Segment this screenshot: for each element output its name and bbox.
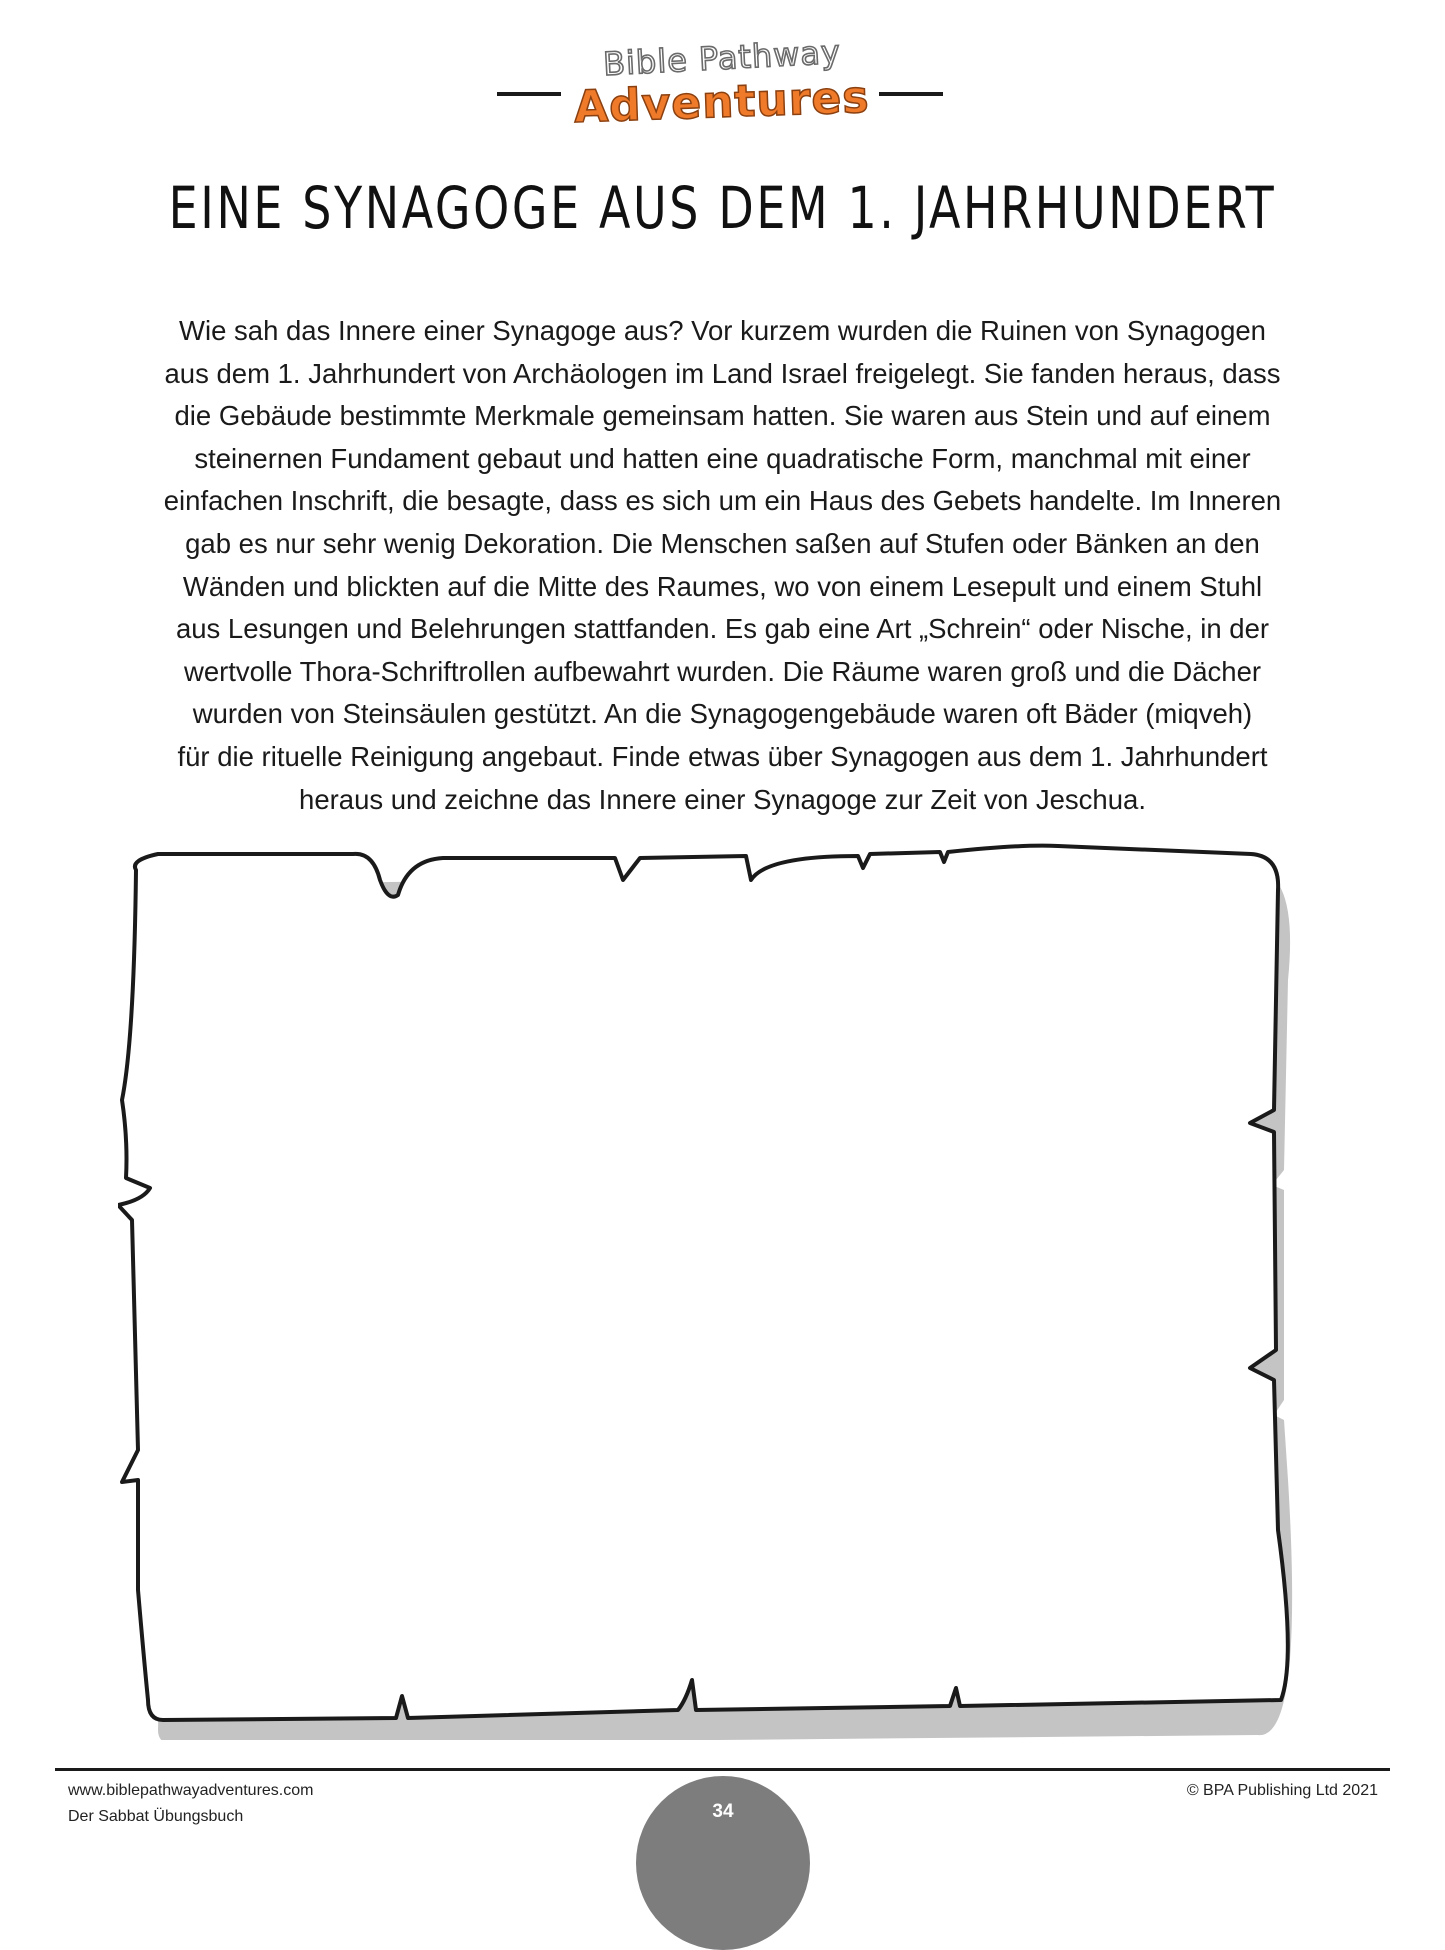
paragraph-line: steinernen Fundament gebaut und hatten eine quadratische Form, manchmal mit einer — [194, 442, 1251, 474]
paragraph-line: Wänden und blickten auf die Mitte des Raumes, wo von einem Lesepult und einem Stuhl — [182, 570, 1263, 602]
bible-pathway-adventures-logo — [572, 32, 872, 136]
instructions-paragraph — [100, 310, 1345, 821]
page-title: EINE SYNAGOGE AUS DEM 1. JAHRHUNDERT — [168, 174, 1277, 242]
paragraph-line: Wie sah das Innere einer Synagoge aus? Vor kurzem wurden die Ruinen von Synagogen — [179, 315, 1266, 346]
paragraph-line: gab es nur sehr wenig Dekoration. Die Menschen saßen auf Stufen oder Bänken an den — [185, 527, 1260, 559]
paragraph-line: heraus und zeichne das Innere einer Synagoge zur Zeit von Jeschua. — [299, 783, 1146, 815]
paragraph-line: aus dem 1. Jahrhundert von Archäologen im Land Israel freigelegt. Sie fanden heraus, dass — [164, 357, 1281, 389]
paragraph-line: die Gebäude bestimmte Merkmale gemeinsam hatten. Sie waren aus Stein und auf einem — [174, 400, 1271, 432]
footer-rule — [55, 1768, 1390, 1771]
footer-left — [68, 1778, 313, 1830]
logo-top-text: Bible Pathway — [602, 32, 842, 84]
book-title: Der Sabbat Übungsbuch — [68, 1808, 244, 1825]
page-number: 34 — [712, 1801, 734, 1822]
paragraph-line: einfachen Inschrift, die besagte, dass es sich um ein Haus des Gebets handelte. Im Inneren — [163, 485, 1282, 517]
website-link[interactable]: www.biblepathwayadventures.com — [68, 1782, 314, 1799]
parchment-outline — [118, 846, 1288, 1720]
parchment-drawing-area[interactable] — [118, 840, 1328, 1740]
paragraph-line: wertvolle Thora-Schriftrollen aufbewahrt wurden. Die Räume waren groß und die Dächer — [183, 655, 1262, 687]
logo-bottom-text: Adventures — [573, 71, 871, 134]
header-rule-left — [497, 92, 561, 96]
header-rule-right — [879, 92, 943, 96]
paragraph-line: aus Lesungen und Belehrungen stattfanden. Es gab eine Art „Schrein“ oder Nische, in der — [175, 613, 1270, 645]
paragraph-line: wurden von Steinsäulen gestützt. An die Synagogengebäude waren oft Bäder (miqveh) — [192, 698, 1253, 730]
page-header — [0, 32, 1445, 136]
paragraph-line: für die rituelle Reinigung angebaut. Finde etwas über Synagogen aus dem 1. Jahrhundert — [177, 740, 1268, 772]
copyright-notice: © BPA Publishing Ltd 2021 — [1186, 1782, 1378, 1799]
